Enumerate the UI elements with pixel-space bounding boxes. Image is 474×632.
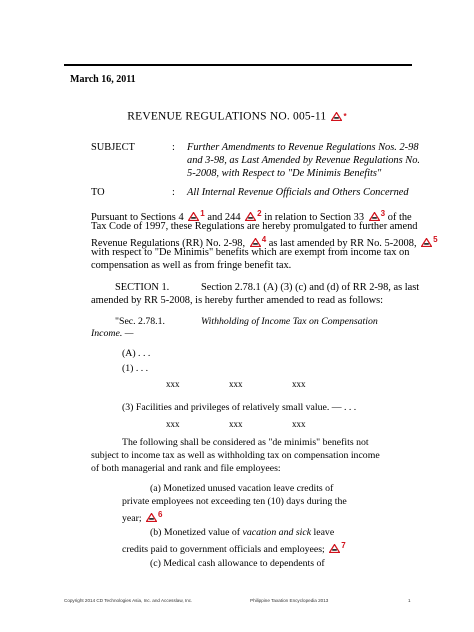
section1-label: SECTION 1. xyxy=(115,282,170,293)
warning-triangle-icon[interactable] xyxy=(331,112,342,121)
quote-sec: "Sec. 2.78.1. xyxy=(115,316,165,327)
item-b-text: leave xyxy=(313,527,335,538)
warning-triangle-icon[interactable] xyxy=(329,544,340,553)
footnote-marker[interactable]: 6 xyxy=(158,510,163,519)
quote-item-a: (A) . . . xyxy=(122,348,151,359)
item-b-line xyxy=(150,526,334,539)
footer-page-number: 1 xyxy=(408,598,411,603)
title-marker[interactable]: * xyxy=(343,111,347,121)
item-c-line: (c) Medical cash allowance to dependents of xyxy=(150,558,325,569)
para2-line: of both managerial and rank and file employees: xyxy=(91,463,281,474)
para1-line: with respect to "De Minimis" benefits which are exempt from income tax on xyxy=(91,247,410,258)
document-title xyxy=(0,110,474,122)
subject-label: SUBJECT xyxy=(91,142,135,153)
item-b-italic: vacation and sick xyxy=(242,527,312,538)
subject-line: 5-2008, with Respect to "De Minimis Benefits" xyxy=(187,168,382,179)
footnote-marker[interactable]: 3 xyxy=(380,209,386,218)
item-b-text: credits paid to government officials and employees; xyxy=(122,544,325,555)
para1-line: compensation as well as from fringe benefit tax. xyxy=(91,260,292,271)
omission-marker: xxx xyxy=(229,379,243,389)
footer-center: Philippine Taxation Encyclopedia 2013 xyxy=(250,598,329,603)
item-a-line: private employees not exceeding ten (10) days during the xyxy=(122,496,347,507)
quote-heading: Income. — xyxy=(91,328,134,339)
para1-text: of the xyxy=(387,212,412,223)
quote-item-3: (3) Facilities and privileges of relatively small value. — . . . xyxy=(122,402,357,413)
omission-marker: xxx xyxy=(166,379,180,389)
subject-line: and 3-98, as Last Amended by Revenue Regulations No. xyxy=(187,155,420,166)
footnote-marker[interactable]: 2 xyxy=(257,209,262,218)
omission-marker: xxx xyxy=(292,419,306,429)
to-label: TO xyxy=(91,187,105,198)
omission-marker: xxx xyxy=(292,379,306,389)
subject-colon: : xyxy=(172,142,175,153)
para2-line: The following shall be considered as "de minimis" benefits not xyxy=(122,437,369,448)
to-colon: : xyxy=(172,187,175,198)
item-a-text: year; xyxy=(122,513,142,524)
footnote-marker[interactable]: 5 xyxy=(433,235,438,244)
footnote-marker[interactable]: 7 xyxy=(341,541,346,550)
document-date: March 16, 2011 xyxy=(70,74,136,85)
footnote-marker[interactable]: 1 xyxy=(200,209,205,218)
para1-text: as last amended by RR No. 5-2008, xyxy=(268,238,417,249)
to-text: All Internal Revenue Officials and Others Concerned xyxy=(187,187,409,198)
top-rule xyxy=(64,64,412,66)
section1-line: Section 2.78.1 (A) (3) (c) and (d) of RR 2-98, as last xyxy=(201,282,420,293)
warning-triangle-icon[interactable] xyxy=(146,513,157,522)
item-b-line xyxy=(122,539,346,556)
item-a-line xyxy=(122,508,163,525)
footnote-marker[interactable]: 4 xyxy=(261,235,267,244)
para1-text: in relation to Section 33 xyxy=(264,212,365,223)
section1-line: amended by RR 5-2008, is hereby further amended to read as follows: xyxy=(91,295,384,306)
quote-heading: Withholding of Income Tax on Compensation xyxy=(201,316,378,327)
para1-line: Tax Code of 1997, these Regulations are hereby promulgated to further amend xyxy=(91,221,418,232)
para1-text: and 244 xyxy=(207,212,241,223)
omission-marker: xxx xyxy=(229,419,243,429)
footer-copyright: Copyright 2014 CD Technologies Asia, Inc. and Accesslaw, Inc. xyxy=(64,598,193,603)
para1-text: Pursuant to Sections 4 xyxy=(91,212,184,223)
item-a-line: (a) Monetized unused vacation leave credits of xyxy=(150,483,334,494)
omission-marker: xxx xyxy=(166,419,180,429)
subject-line: Further Amendments to Revenue Regulations Nos. 2-98 xyxy=(187,142,419,153)
title-text: REVENUE REGULATIONS NO. 005-11 xyxy=(127,110,327,123)
quote-item-1: (1) . . . xyxy=(122,363,149,374)
item-b-text: (b) Monetized value of xyxy=(150,527,241,538)
warning-triangle-icon[interactable] xyxy=(421,238,432,247)
para1-text: Revenue Regulations (RR) No. 2-98, xyxy=(91,238,246,249)
para2-line: subject to income tax as well as withholding tax on compensation income xyxy=(91,450,380,461)
